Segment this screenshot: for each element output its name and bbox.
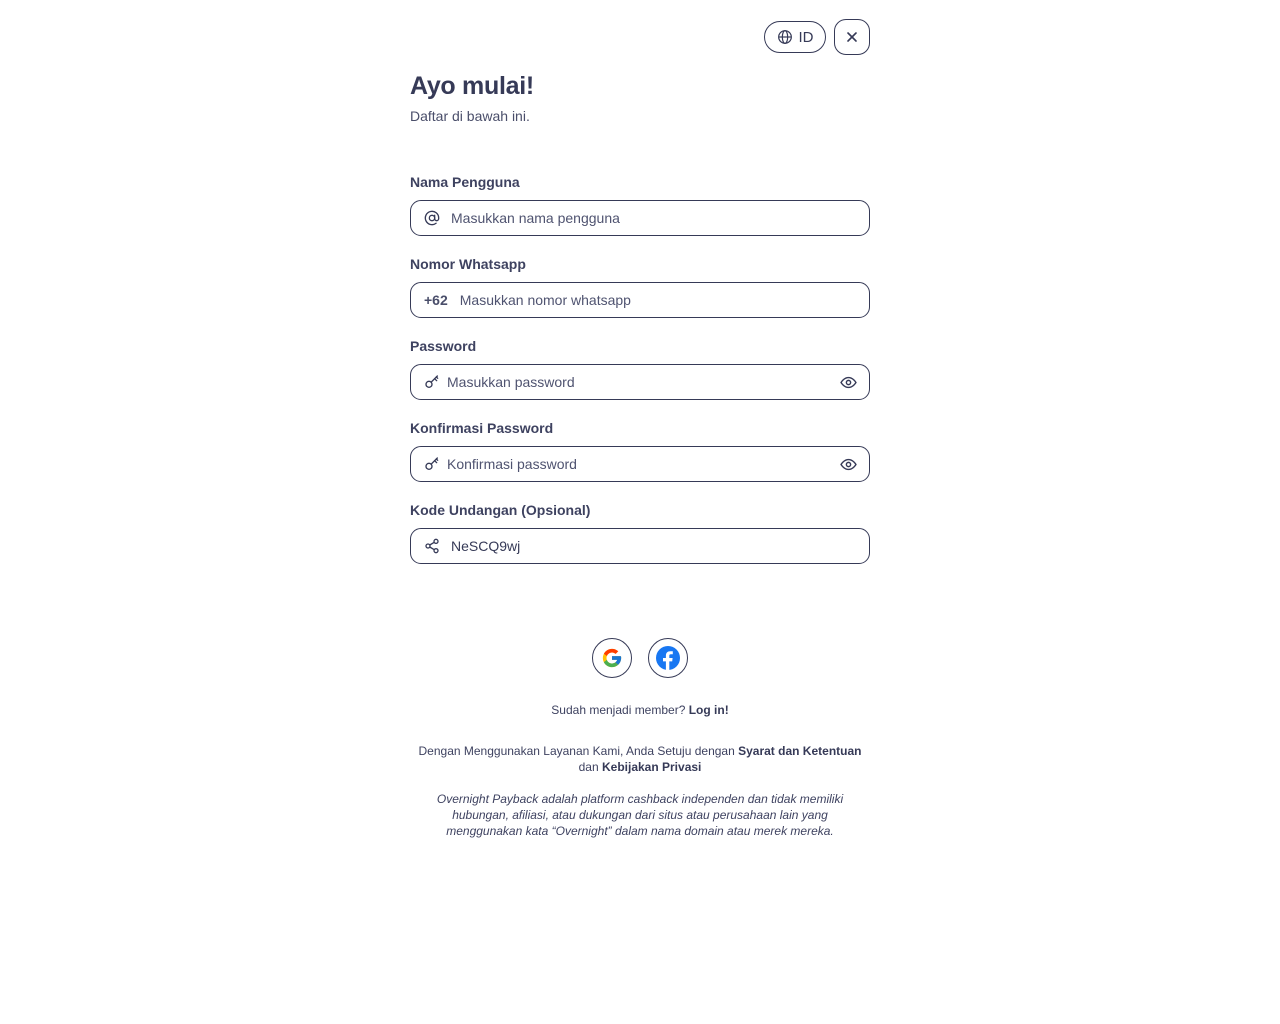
invite-code-label: Kode Undangan (Opsional) xyxy=(410,502,591,518)
confirm-password-label: Konfirmasi Password xyxy=(410,420,554,436)
terms-prefix-text: Dengan Menggunakan Layanan Kami, Anda Setuju dengan xyxy=(418,744,735,758)
privacy-link[interactable]: Kebijakan Privasi xyxy=(601,760,702,774)
whatsapp-label: Nomor Whatsapp xyxy=(410,256,526,272)
username-field-group xyxy=(410,174,870,236)
confirm-password-input[interactable] xyxy=(447,449,832,479)
close-button[interactable] xyxy=(834,19,870,55)
page-title: Ayo mulai! xyxy=(410,72,534,100)
username-input[interactable] xyxy=(451,203,857,233)
confirm-password-field-group xyxy=(410,420,870,482)
terms-notice xyxy=(410,743,870,775)
username-label: Nama Pengguna xyxy=(410,174,520,190)
password-label: Password xyxy=(410,338,477,354)
password-input[interactable] xyxy=(447,367,832,397)
language-selector-button[interactable] xyxy=(764,21,826,53)
invite-code-field-group xyxy=(410,502,870,564)
password-input-wrapper xyxy=(410,364,870,400)
globe-icon xyxy=(777,29,793,45)
whatsapp-input[interactable] xyxy=(460,285,857,315)
top-bar xyxy=(764,21,870,55)
close-icon xyxy=(845,30,859,44)
login-prompt-text: Sudah menjadi member? xyxy=(551,703,686,717)
eye-icon[interactable] xyxy=(840,374,857,391)
google-login-button[interactable] xyxy=(592,638,632,678)
google-icon xyxy=(601,647,623,669)
facebook-login-button[interactable] xyxy=(648,638,688,678)
key-icon xyxy=(423,456,441,472)
key-icon xyxy=(423,374,441,390)
username-input-wrapper xyxy=(410,200,870,236)
whatsapp-field-group xyxy=(410,256,870,318)
invite-code-input-wrapper xyxy=(410,528,870,564)
country-code-prefix: +62 xyxy=(424,292,448,308)
whatsapp-input-wrapper xyxy=(410,282,870,318)
disclaimer-text: Overnight Payback adalah platform cashback independen dan tidak memiliki hubungan, afiliasi, atau dukungan dari situs atau perusahaan lain yang menggunakan kata “Overnight” dalam nama domain atau merek mereka. xyxy=(436,792,844,838)
at-sign-icon xyxy=(423,210,441,226)
password-field-group xyxy=(410,338,870,400)
social-login-group xyxy=(410,638,870,678)
language-label: ID xyxy=(798,28,814,46)
eye-icon[interactable] xyxy=(840,456,857,473)
share-icon xyxy=(423,538,441,554)
login-link[interactable]: Log in! xyxy=(688,703,729,717)
page-subtitle: Daftar di bawah ini. xyxy=(410,108,530,124)
login-prompt xyxy=(410,703,870,717)
facebook-icon xyxy=(656,646,680,670)
terms-connector-text: dan xyxy=(578,760,599,774)
terms-link[interactable]: Syarat dan Ketentuan xyxy=(738,744,862,758)
confirm-password-input-wrapper xyxy=(410,446,870,482)
invite-code-input[interactable] xyxy=(451,531,857,561)
